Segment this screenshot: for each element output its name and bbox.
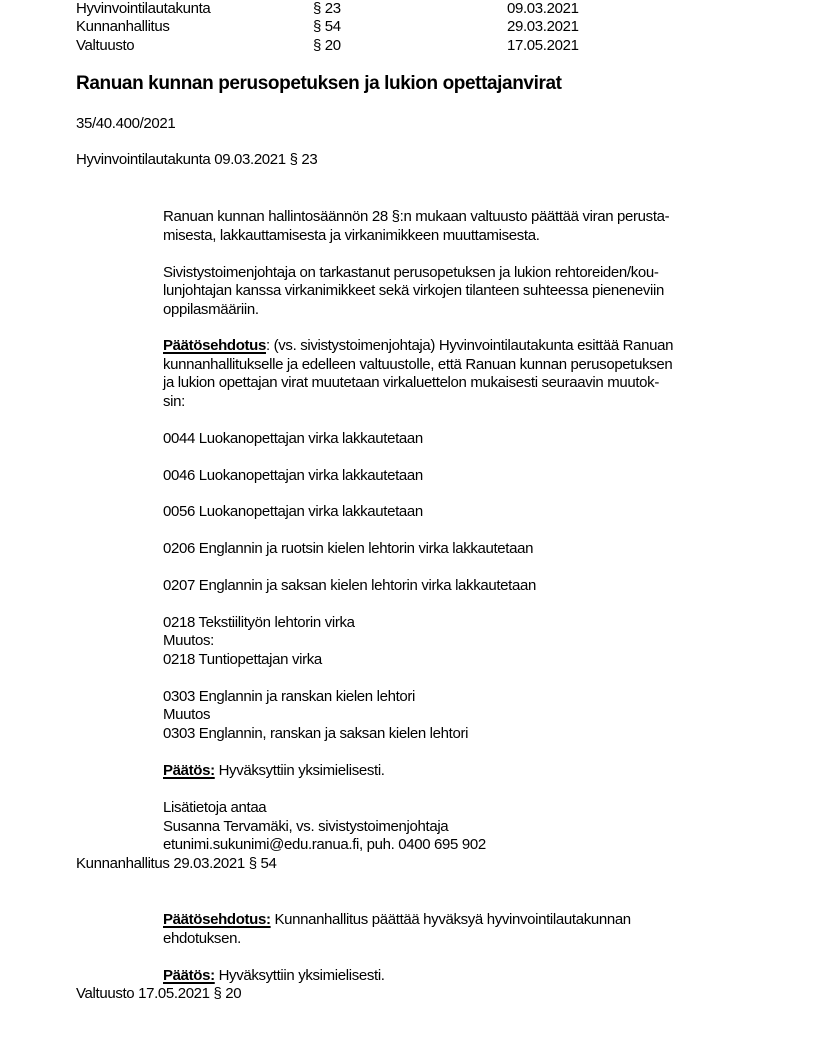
proposal-text: Kunnanhallitus päättää hyväksyä hyvinvointilautakunnan xyxy=(270,911,631,928)
paragraph-line: Ranuan kunnan hallintosäännön 28 §:n mukaan valtuusto päättää viran perusta- xyxy=(163,208,670,225)
decision-text: Hyväksyttiin yksimielisesti. xyxy=(214,762,385,779)
paragraph-line: lunjohtajan kanssa virkanimikkeet sekä virkojen tilanteen suhteessa pieneneviin xyxy=(163,282,664,299)
decision-line xyxy=(163,762,385,780)
decision-label: Päätös: xyxy=(163,967,215,984)
contact-line: etunimi.sukunimi@edu.ranua.fi, puh. 0400 695 902 xyxy=(163,836,486,853)
proposal-line: ja lukion opettajan virat muutetaan virkaluettelon mukaisesti seuraavin muutok- xyxy=(163,374,659,391)
change-line: Muutos xyxy=(163,706,211,723)
list-item: 0044 Luokanopettajan virka lakkautetaan xyxy=(163,430,423,447)
contact-line: Susanna Tervamäki, vs. sivistystoimenjohtaja xyxy=(163,818,449,835)
paragraph-line: misesta, lakkauttamisesta ja virkanimikkeen muuttamisesta. xyxy=(163,227,540,244)
meeting-body: Kunnanhallitus xyxy=(76,18,170,35)
paragraph-line: Sivistystoimenjohtaja on tarkastanut perusopetuksen ja lukion rehtoreiden/kou- xyxy=(163,264,659,281)
contact-line: Lisätietoja antaa xyxy=(163,799,267,816)
decision-label: Päätös: xyxy=(163,762,215,779)
meeting-date: 17.05.2021 xyxy=(507,37,579,54)
proposal-label: Päätösehdotus xyxy=(163,337,266,354)
change-line: Muutos: xyxy=(163,632,214,649)
change-line: 0303 Englannin ja ranskan kielen lehtori xyxy=(163,688,416,705)
proposal-line: ehdotuksen. xyxy=(163,930,241,947)
kh-heading: Kunnanhallitus 29.03.2021 § 54 xyxy=(76,855,277,872)
change-line: 0218 Tuntiopettajan virka xyxy=(163,651,322,668)
proposal-line: sin: xyxy=(163,393,185,410)
proposal-line: kunnanhallitukselle ja edelleen valtuustolle, että Ranuan kunnan perusopetuksen xyxy=(163,356,673,373)
meeting-section: § 23 xyxy=(313,0,341,17)
meeting-section: § 20 xyxy=(313,37,341,54)
decision-line xyxy=(163,967,385,985)
meeting-date: 09.03.2021 xyxy=(507,0,579,17)
record-id: 35/40.400/2021 xyxy=(76,115,176,132)
meeting-section: § 54 xyxy=(313,18,341,35)
list-item: 0046 Luokanopettajan virka lakkautetaan xyxy=(163,467,423,484)
document-title: Ranuan kunnan perusopetuksen ja lukion opettajanvirat xyxy=(76,73,562,94)
decision-text: Hyväksyttiin yksimielisesti. xyxy=(214,967,385,984)
proposal-line xyxy=(163,337,673,355)
valtuusto-heading: Valtuusto 17.05.2021 § 20 xyxy=(76,985,242,1002)
proposal-text: : (vs. sivistystoimenjohtaja) Hyvinvointilautakunta esittää Ranuan xyxy=(265,337,674,354)
change-line: 0218 Tekstiilityön lehtorin virka xyxy=(163,614,355,631)
meeting-body: Valtuusto xyxy=(76,37,135,54)
list-item: 0056 Luokanopettajan virka lakkautetaan xyxy=(163,503,423,520)
list-item: 0206 Englannin ja ruotsin kielen lehtorin virka lakkautetaan xyxy=(163,540,534,557)
change-line: 0303 Englannin, ranskan ja saksan kielen lehtori xyxy=(163,725,469,742)
meeting-body: Hyvinvointilautakunta xyxy=(76,0,211,17)
meeting-date: 29.03.2021 xyxy=(507,18,579,35)
paragraph-line: oppilasmääriin. xyxy=(163,301,259,318)
proposal-label: Päätösehdotus: xyxy=(163,911,271,928)
hyv-heading: Hyvinvointilautakunta 09.03.2021 § 23 xyxy=(76,151,318,168)
list-item: 0207 Englannin ja saksan kielen lehtorin virka lakkautetaan xyxy=(163,577,536,594)
proposal-line xyxy=(163,911,631,929)
